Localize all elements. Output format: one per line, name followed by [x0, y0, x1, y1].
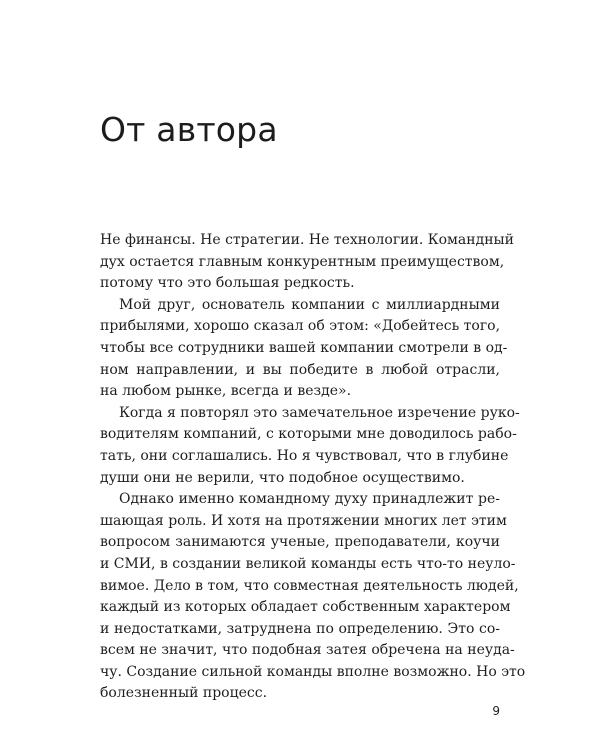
page-title: От автора: [100, 110, 278, 149]
text-line: тать, они соглашались. Но я чувствовал, что в глубине: [100, 447, 509, 464]
text-line: ном направлении, и вы победите в любой отрасли,: [100, 361, 500, 378]
text-line: чтобы все сотрудники вашей компании смотрели в од-: [100, 339, 508, 356]
text-line: чу. Создание сильной команды вполне возможно. Но это: [100, 663, 526, 680]
text-line: Не финансы. Не стратегии. Не технологии. Командный: [100, 232, 514, 248]
text-line: Мой друг, основатель компании с миллиардными: [119, 296, 500, 313]
paragraph: [100, 489, 526, 705]
text-line: водителям компаний, с которыми мне доводилось рабо-: [100, 426, 517, 443]
text-line: потому что это большая редкость.: [100, 275, 355, 292]
text-line: прибылями, хорошо сказал об этом: «Добейтесь того,: [100, 318, 501, 335]
text-line: болезненный процесс.: [100, 685, 268, 702]
text-line: всем не значит, что подобная затея обречена на неуда-: [100, 642, 515, 659]
text-line: и СМИ, в создании великой команды есть что-то неуло-: [100, 555, 516, 572]
text-line: дух остается главным конкурентным преимуществом,: [100, 253, 505, 270]
text-line: и недостатками, затруднена по определению. Это со-: [100, 620, 500, 637]
paragraph: [100, 230, 514, 295]
text-line: Однако именно командному духу принадлежит ре-: [119, 491, 500, 508]
text-line: души они не верили, что подобное осуществимо.: [100, 469, 465, 486]
paragraph: [100, 403, 520, 489]
text-line: шающая роль. И хотя на протяжении многих лет этим: [100, 512, 507, 529]
text-line: вимое. Дело в том, что совместная деятельность людей,: [100, 577, 519, 594]
text-line: Когда я повторял это замечательное изречение руко-: [119, 404, 520, 421]
text-line: вопросом занимаются ученые, преподаватели, коучи: [100, 534, 500, 551]
text-line: каждый из которых обладает собственным характером: [100, 599, 511, 616]
text-line: на любом рынке, всегда и везде».: [100, 383, 352, 400]
page-number: 9: [492, 704, 500, 718]
body-text: [100, 230, 526, 705]
paragraph: [100, 295, 508, 403]
